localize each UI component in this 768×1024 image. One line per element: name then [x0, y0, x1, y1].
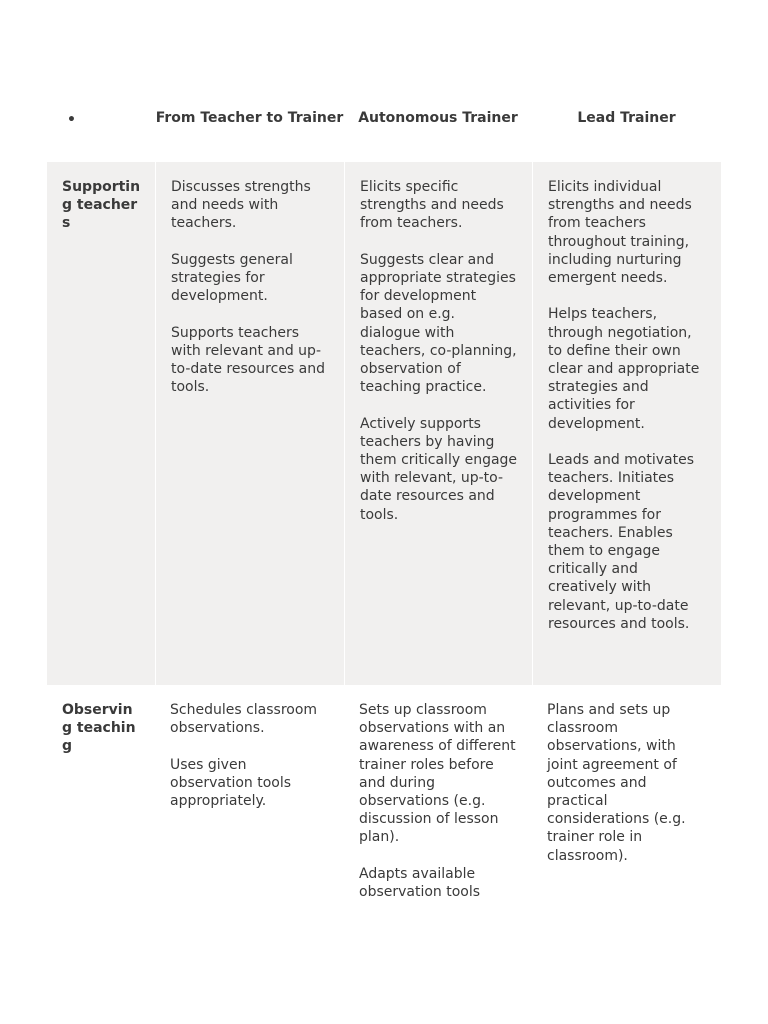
cell-paragraph: Plans and sets up classroom observations, with joint agreement of outcomes and practical considerations (e.g. trainer role in classroom).: [547, 702, 686, 864]
cell-paragraph: Schedules classroom observations.: [170, 702, 318, 737]
cell-paragraph: Uses given observation tools appropriately.: [170, 756, 292, 809]
cell-paragraph: Elicits individual strengths and needs from teachers throughout training, including nurturing emergent needs.: [548, 179, 692, 287]
cell-paragraph: Leads and motivates teachers. Initiates development programmes for teachers. Enables them to engage critically and creatively with relevant, up-to-date resources and tools.: [548, 452, 695, 632]
column-header-from-teacher-to-trainer: From Teacher to Trainer: [155, 110, 344, 126]
table-header-row: [47, 96, 721, 162]
header-bullet-cell: [47, 96, 155, 162]
table-cell: [344, 162, 532, 685]
column-header-autonomous-trainer: Autonomous Trainer: [358, 110, 518, 126]
cell-paragraph: Actively supports teachers by having them critically engage with relevant, up-to-date resources and tools.: [360, 415, 518, 523]
table-cell: [155, 685, 344, 915]
cell-paragraph: Suggests clear and appropriate strategies for development based on e.g. dialogue with teachers, co-planning, observation of teaching practice.: [360, 251, 517, 396]
table-cell: [532, 685, 721, 915]
row-heading: Supporting teachers: [62, 179, 141, 232]
column-header-lead-trainer: Lead Trainer: [577, 110, 676, 126]
table-row-observing-teaching: [47, 685, 721, 915]
cell-paragraph: Adapts available observation tools: [359, 865, 481, 901]
cell-paragraph: Suggests general strategies for development.: [171, 251, 293, 305]
cell-paragraph: Discusses strengths and needs with teachers.: [171, 179, 311, 232]
cell-paragraph: Elicits specific strengths and needs from teachers.: [360, 179, 504, 232]
table-row-supporting-teachers: [47, 162, 721, 685]
bullet-icon: •: [67, 112, 76, 128]
row-heading: Observing teaching: [62, 702, 136, 755]
table-cell: [344, 685, 532, 915]
competency-table: [47, 96, 721, 915]
table-cell: [532, 162, 721, 685]
table-cell: [155, 162, 344, 685]
cell-paragraph: Supports teachers with relevant and up-to-date resources and tools.: [171, 324, 326, 396]
cell-paragraph: Sets up classroom observations with an awareness of different trainer roles before and during observations (e.g. discussion of lesson plan).: [359, 702, 516, 846]
cell-paragraph: Helps teachers, through negotiation, to define their own clear and appropriate strategies and activities for development.: [548, 306, 700, 432]
